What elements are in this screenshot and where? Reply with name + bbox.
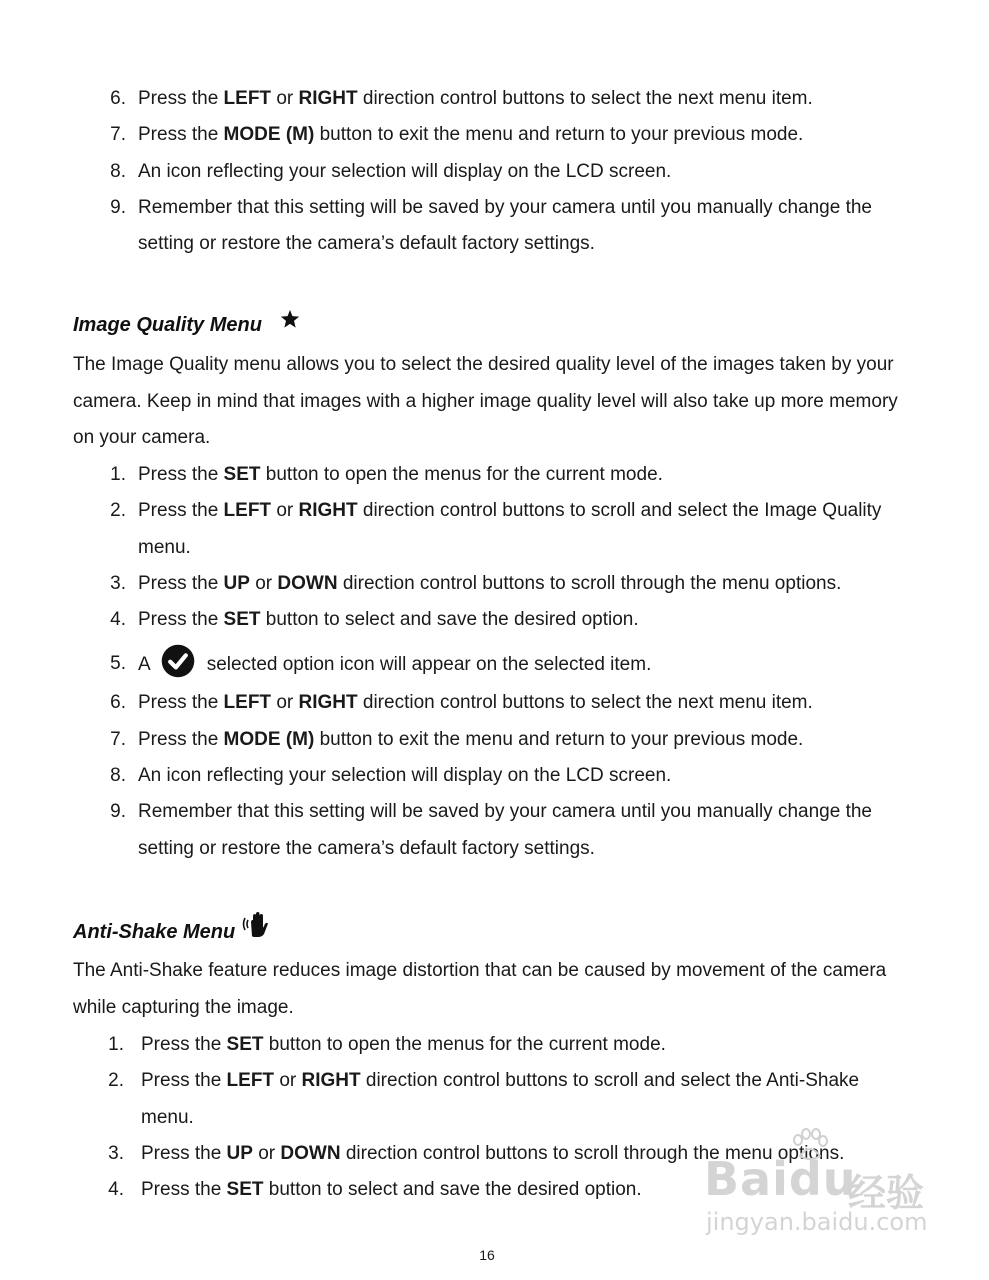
- step-text-part: button to select and save the desired option.: [260, 609, 639, 631]
- step-number: 6.: [110, 692, 126, 714]
- step-text-part: Press the: [138, 728, 224, 750]
- step-text-part: button to exit the menu and return to your previous mode.: [314, 728, 804, 750]
- step-number: 4.: [108, 1179, 124, 1201]
- step-keyword: SET: [226, 1179, 264, 1201]
- selected-check-icon: [161, 644, 195, 678]
- step-keyword: MODE (M): [223, 124, 315, 146]
- step-number: 2.: [110, 500, 126, 522]
- step-text: [0, 644, 898, 685]
- step-number: 1.: [108, 1034, 124, 1055]
- step-text-part: direction control buttons to scroll and select the Image Quality menu.: [138, 500, 882, 558]
- step-text-part: direction control buttons to scroll and select the Anti-Shake menu.: [141, 1070, 860, 1128]
- step-keyword: RIGHT: [298, 500, 358, 522]
- image-quality-steps: [0, 457, 989, 867]
- step-text-part: An icon reflecting your selection will display on the LCD screen.: [138, 160, 672, 182]
- step-keyword: LEFT: [223, 692, 272, 714]
- image-quality-heading: Image Quality Menu: [73, 314, 262, 336]
- step-text: [0, 722, 898, 758]
- step-text-part: direction control buttons to select the next menu item.: [357, 88, 813, 109]
- step-text-part: direction control buttons to scroll through the menu options.: [337, 572, 842, 594]
- step-text: [0, 758, 898, 794]
- step-keyword: MODE (M): [223, 728, 315, 750]
- step-item: [0, 1063, 989, 1136]
- step-text-part: An icon reflecting your selection will display on the LCD screen.: [138, 765, 672, 787]
- step-text-part: or: [274, 1070, 302, 1092]
- step-text: [0, 493, 898, 566]
- step-keyword: DOWN: [280, 1142, 341, 1164]
- step-text-part: button to open the menus for the current mode.: [263, 1034, 666, 1055]
- step-item: [0, 81, 989, 117]
- step-item: [0, 644, 989, 685]
- step-text: [0, 117, 898, 153]
- step-number: 5.: [110, 653, 126, 675]
- step-keyword: LEFT: [223, 88, 272, 109]
- step-text-part: button to exit the menu and return to your previous mode.: [314, 124, 804, 146]
- step-text-part: Press the: [141, 1179, 227, 1201]
- baidu-watermark: [698, 1128, 938, 1243]
- step-keyword: DOWN: [277, 572, 338, 594]
- step-text-part: Press the: [138, 464, 224, 485]
- step-text-part: Press the: [138, 124, 224, 146]
- step-text-part: direction control buttons to scroll through the menu options.: [340, 1142, 845, 1164]
- step-text: [0, 685, 898, 721]
- step-item: [0, 722, 989, 758]
- step-text: [0, 602, 898, 638]
- step-keyword: SET: [226, 1034, 264, 1055]
- step-number: 3.: [110, 572, 126, 594]
- step-item: [0, 602, 989, 638]
- watermark-chinese: 经验: [848, 1171, 925, 1215]
- step-number: 8.: [110, 160, 126, 182]
- watermark-url: jingyan.baidu.com: [706, 1208, 928, 1236]
- step-keyword: LEFT: [223, 500, 272, 522]
- step-text: [0, 794, 898, 867]
- step-item: [0, 758, 989, 794]
- step-text-part: Press the: [138, 609, 224, 631]
- star-icon: [280, 309, 300, 329]
- step-keyword: UP: [223, 572, 250, 594]
- step-number: 3.: [108, 1142, 124, 1164]
- step-text-part: or: [271, 692, 299, 714]
- step-text-part: A: [138, 654, 151, 676]
- step-keyword: SET: [223, 609, 261, 631]
- step-number: 7.: [110, 124, 126, 146]
- step-item: [0, 566, 989, 602]
- step-text-part: Press the: [138, 572, 224, 594]
- step-keyword: UP: [226, 1142, 253, 1164]
- step-text-part: or: [271, 88, 299, 109]
- step-text-part: Press the: [138, 500, 224, 522]
- step-keyword: LEFT: [226, 1070, 275, 1092]
- step-keyword: SET: [223, 464, 261, 485]
- step-number: 6.: [110, 88, 126, 109]
- anti-shake-description: The Anti-Shake feature reduces image distortion that can be caused by movement of the camera while capturing the image.: [73, 960, 887, 1018]
- step-item: [0, 1027, 989, 1063]
- step-text-part: button to select and save the desired option.: [263, 1179, 642, 1201]
- step-text-part: button to open the menus for the current mode.: [260, 464, 663, 485]
- step-text: [0, 1063, 886, 1136]
- step-text-part: Remember that this setting will be saved by your camera until you manually change the setting or restore the camera’s default factory settings.: [138, 196, 872, 255]
- anti-shake-hand-icon: [242, 912, 270, 938]
- step-text-part: or: [271, 500, 299, 522]
- step-item: [0, 685, 989, 721]
- step-number: 9.: [110, 196, 126, 218]
- step-number: 1.: [110, 464, 126, 485]
- step-number: 2.: [108, 1070, 124, 1092]
- step-number: 9.: [110, 801, 126, 823]
- step-keyword: RIGHT: [298, 88, 358, 109]
- step-item: [0, 457, 989, 493]
- step-text: [0, 1027, 886, 1063]
- step-item: [0, 154, 989, 190]
- step-item: [0, 493, 989, 566]
- step-text-part: Press the: [138, 692, 224, 714]
- step-text-part: Press the: [141, 1070, 227, 1092]
- step-text: [0, 457, 898, 493]
- step-keyword: RIGHT: [301, 1070, 361, 1092]
- step-text-part: Press the: [141, 1142, 227, 1164]
- step-text-part: or: [252, 1142, 281, 1164]
- step-number: 8.: [110, 765, 126, 787]
- step-text: [0, 81, 898, 117]
- steps-list-continued: [0, 81, 989, 262]
- step-text-part: or: [249, 572, 278, 594]
- step-text-part: Press the: [141, 1034, 227, 1055]
- step-number: 4.: [110, 609, 126, 631]
- step-text: [0, 154, 898, 190]
- step-text: [0, 190, 898, 263]
- step-text: [0, 566, 898, 602]
- step-item: [0, 190, 989, 263]
- step-text-part: direction control buttons to select the next menu item.: [357, 692, 813, 714]
- step-item: [0, 794, 989, 867]
- step-text-part: Press the: [138, 88, 224, 109]
- step-text-part: selected option icon will appear on the selected item.: [206, 654, 652, 676]
- watermark-brand: Baidu: [704, 1152, 857, 1206]
- step-number: 7.: [110, 728, 126, 750]
- step-item: [0, 117, 989, 153]
- step-text-part: Remember that this setting will be saved by your camera until you manually change the setting or restore the camera’s default factory settings.: [138, 801, 872, 859]
- page-number: 16: [479, 1247, 495, 1263]
- anti-shake-heading: Anti-Shake Menu: [73, 921, 236, 943]
- image-quality-description: The Image Quality menu allows you to select the desired quality level of the images taken by your camera. Keep in mind that images with a higher image quality level will also take up more memory on your camera.: [73, 354, 898, 448]
- step-keyword: RIGHT: [298, 692, 358, 714]
